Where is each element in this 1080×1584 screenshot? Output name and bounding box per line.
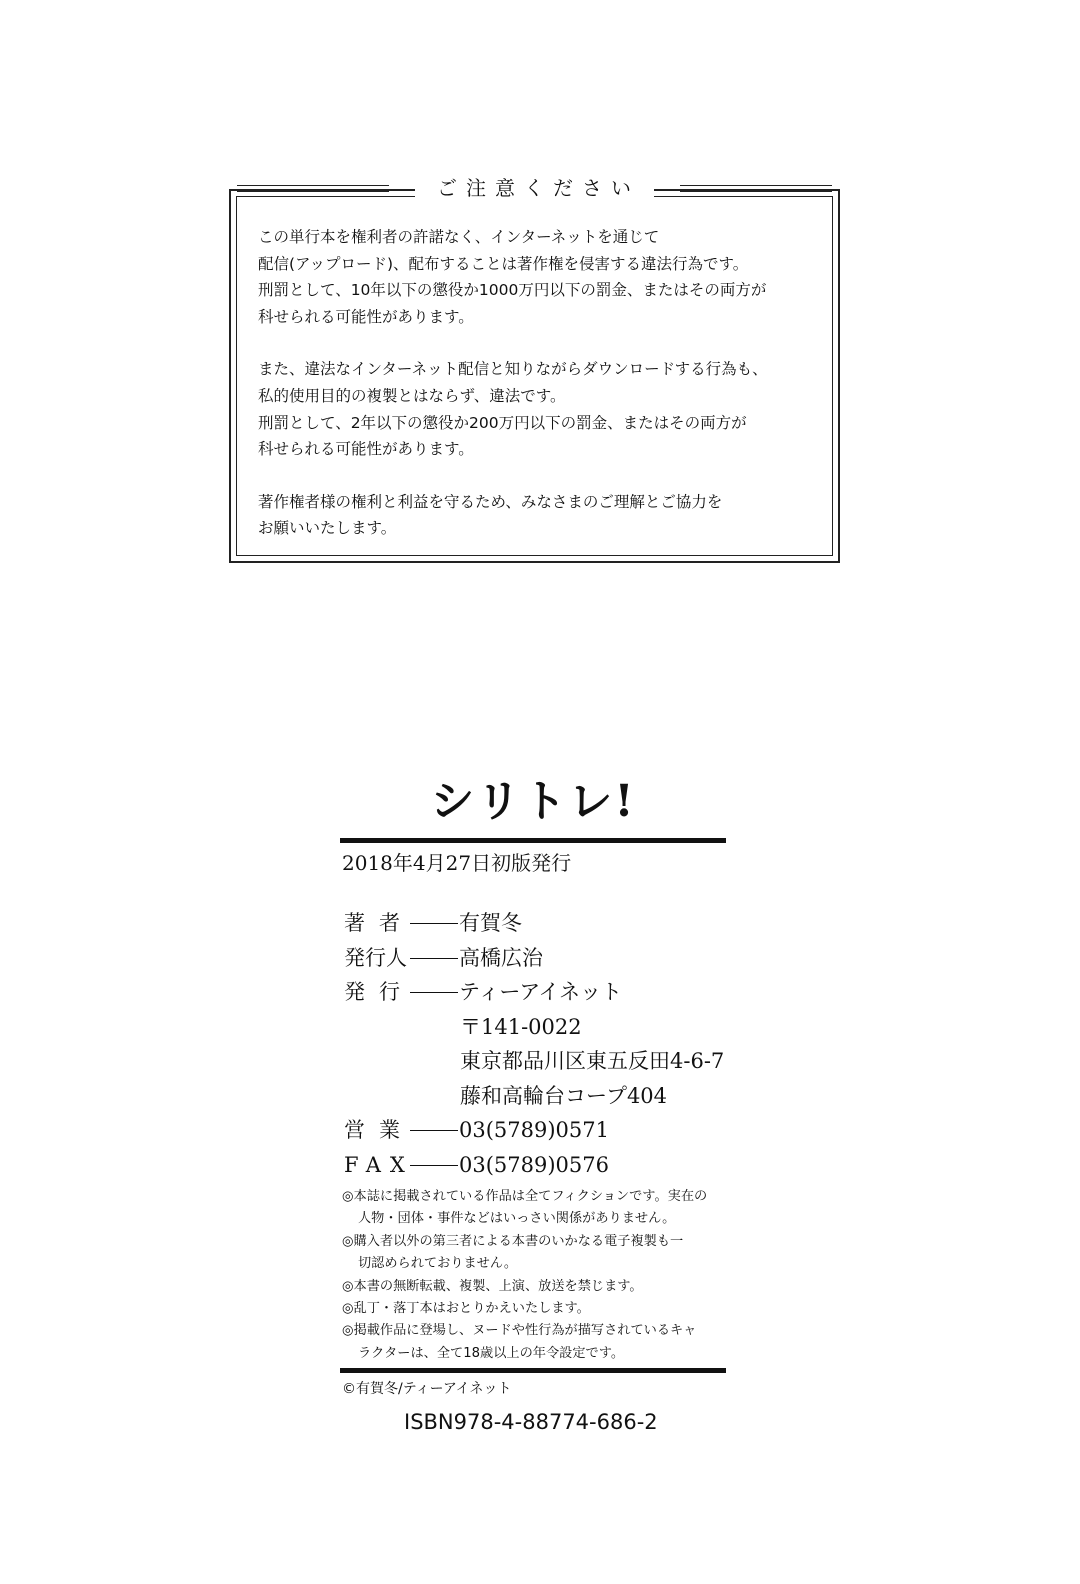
notice-line: また、違法なインターネット配信と知りながらダウンロードする行為も、 xyxy=(258,360,768,379)
publication-info xyxy=(344,906,724,1182)
note-line: 人物・団体・事件などはいっさい関係がありません。 xyxy=(358,1211,676,1227)
bottom-divider xyxy=(340,1368,726,1373)
sales-row xyxy=(344,1113,724,1148)
notice-line: この単行本を権利者の許諾なく、インターネットを通じて xyxy=(258,228,660,246)
publisher-name: ティーアイネット xyxy=(459,980,623,1004)
note-line: ◎本書の無断転載、複製、上演、放送を禁じます。 xyxy=(342,1278,643,1294)
notice-line: 私的使用目的の複製とはならず、違法です。 xyxy=(258,386,566,405)
note-line: ◎乱丁・落丁本はおとりかえいたします。 xyxy=(342,1301,590,1317)
note-line: ◎掲載作品に登場し、ヌードや性行為が描写されているキャ xyxy=(342,1323,697,1339)
notice-title: ご注意ください xyxy=(415,176,654,200)
publication-date: 2018年4月27日初版発行 xyxy=(342,851,572,875)
note-line: ラクターは、全て18歳以上の年令設定です。 xyxy=(358,1345,625,1361)
fax-row xyxy=(344,1148,724,1183)
notice-title-bar xyxy=(231,176,838,200)
notice-line: お願いいたします。 xyxy=(258,519,397,538)
legal-notes xyxy=(342,1186,732,1365)
book-title: シリトレ! xyxy=(430,776,636,827)
notice-body xyxy=(258,224,824,542)
isbn: ISBN978-4-88774-686-2 xyxy=(404,1410,658,1434)
note-line: ◎購入者以外の第三者による本書のいかなる電子複製も一 xyxy=(342,1233,684,1249)
notice-box xyxy=(229,176,840,563)
sales-label: 営業 xyxy=(344,1118,414,1142)
address-line-2: 藤和高輪台コープ404 xyxy=(460,1083,668,1108)
copyright: ©有賀冬/ティーアイネット xyxy=(342,1381,512,1397)
notice-line: 刑罰として、10年以下の懲役か1000万円以下の罰金、またはその両方が xyxy=(258,281,767,300)
postal-code: 〒141-0022 xyxy=(460,1014,582,1039)
publisher-person-label: 発行人 xyxy=(344,945,407,970)
author-name: 有賀冬 xyxy=(459,911,522,935)
fax-number: 03(5789)0576 xyxy=(459,1152,609,1177)
author-label: 著者 xyxy=(344,911,414,935)
title-rule-right xyxy=(680,185,832,192)
notice-line: 配信(アップロード)、配布することは著作権を侵害する違法行為です。 xyxy=(258,254,749,273)
title-rule-left xyxy=(237,185,389,192)
notice-line: 科せられる可能性があります。 xyxy=(258,440,474,459)
title-divider xyxy=(340,838,726,843)
notice-line: 刑罰として、2年以下の懲役か200万円以下の罰金、またはその両方が xyxy=(258,413,747,432)
publisher-label: 発行 xyxy=(344,980,414,1004)
publisher-person-row xyxy=(344,941,724,976)
address-line-1: 東京都品川区東五反田4-6-7 xyxy=(460,1049,725,1073)
note-line: 切認められておりません。 xyxy=(358,1256,518,1272)
note-line: ◎本誌に掲載されている作品は全てフィクションです。実在の xyxy=(342,1189,708,1204)
publisher-person-name: 高橋広治 xyxy=(459,945,543,970)
publisher-row xyxy=(344,975,724,1010)
notice-line: 科せられる可能性があります。 xyxy=(258,307,474,326)
notice-line: 著作権者様の権利と利益を守るため、みなさまのご理解とご協力を xyxy=(258,492,723,511)
fax-label: FAX xyxy=(344,1152,414,1177)
author-row xyxy=(344,906,724,941)
sales-phone: 03(5789)0571 xyxy=(459,1118,609,1142)
